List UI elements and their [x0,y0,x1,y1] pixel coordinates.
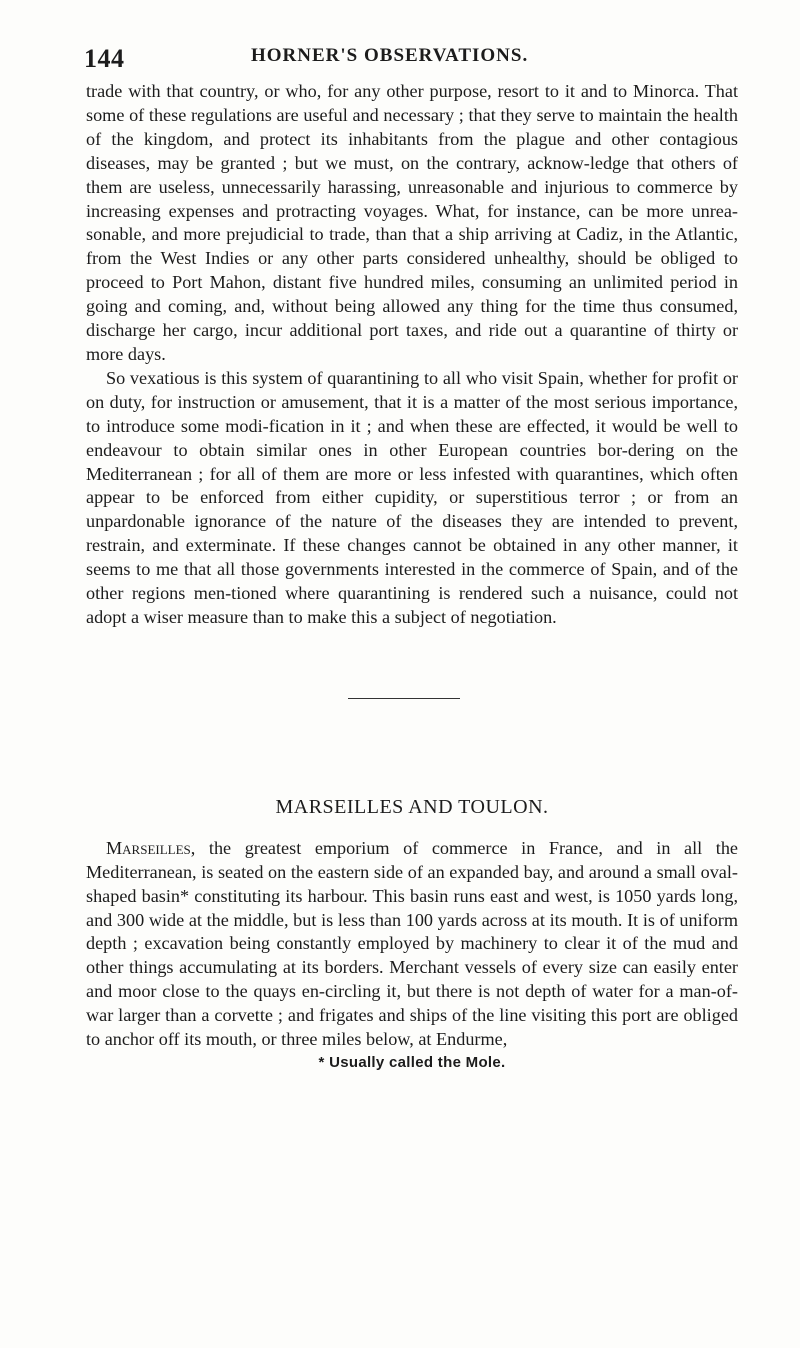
paragraph-marseilles-text: the greatest emporium of commerce in France, and in all the Mediterranean, is seated on the eastern side of an expanded bay, and around a small oval-shaped basin* constituting its harbour. This basin runs east and west, is 1050 yards long, and 300 wide at the middle, but is less than 100 yards across at its mouth. It is of uniform depth ; excavation being constantly employed by machinery to clear it of the mud and other things accumulating at its borders. Merchant vessels of every size can easily enter and moor close to the quays en-circling it, but there is not depth of water for a man-of-war larger than a corvette ; and frigates and ships of the line visiting this port are obliged to anchor off its mouth, or three miles below, at Endurme, [86,837,738,1050]
book-page [86,40,738,1071]
section-lead-word: Marseilles, [106,837,196,858]
section-body [86,837,738,1052]
section-heading: MARSEILLES AND TOULON. [275,795,549,818]
paragraph-quarantine: So vexatious is this system of quarantining to all who visit Spain, whether for profit or on duty, for instruction or amusement, that it is a matter of the most serious importance, to introduce some modi-fication in it ; and when these are effected, it would be well to endeavour to obtain similar ones in other European countries bor-dering on the Mediterranean ; for all of them are more or less infested with quarantines, which often appear to be enforced from either cupidity, or superstitious terror ; or from an unpardonable ignorance of the nature of the diseases they are intended to prevent, restrain, and exterminate. If these changes cannot be obtained in any other manner, it seems to me that all those governments interested in the commerce of Spain, and of the other regions men-tioned where quarantining is rendered such a nuisance, could not adopt a wiser measure than to make this a subject of negotiation. [86,367,738,627]
section-divider [348,698,460,699]
running-title: HORNER'S OBSERVATIONS. [251,45,529,66]
running-head [86,40,738,80]
page-number: 144 [84,44,125,73]
body-text [86,80,738,630]
paragraph-marseilles [86,837,738,1052]
paragraph-continuation: trade with that country, or who, for any other purpose, resort to it and to Minorca. That some of these regulations are useful and necessary ; that they serve to maintain the health of the kingdom, and protect its inhabitants from the plague and other contagious diseases, may be granted ; but we must, on the contrary, acknow-ledge that others of them are useless, unnecessarily harassing, unreasonable and injurious to commerce by increasing expenses and protracting voyages. What, for instance, can be more unrea-sonable, and more prejudicial to trade, than that a ship arriving at Cadiz, in the Atlantic, from the West Indies or any other parts considered unhealthy, should be obliged to proceed to Port Mahon, distant five hundred miles, consuming an unlimited period in going and coming, and, without being allowed any thing for the time thus consumed, discharge her cargo, incur additional port taxes, and ride out a quarantine of thirty or more days. [86,81,738,364]
footnote: * Usually called the Mole. [318,1054,506,1071]
